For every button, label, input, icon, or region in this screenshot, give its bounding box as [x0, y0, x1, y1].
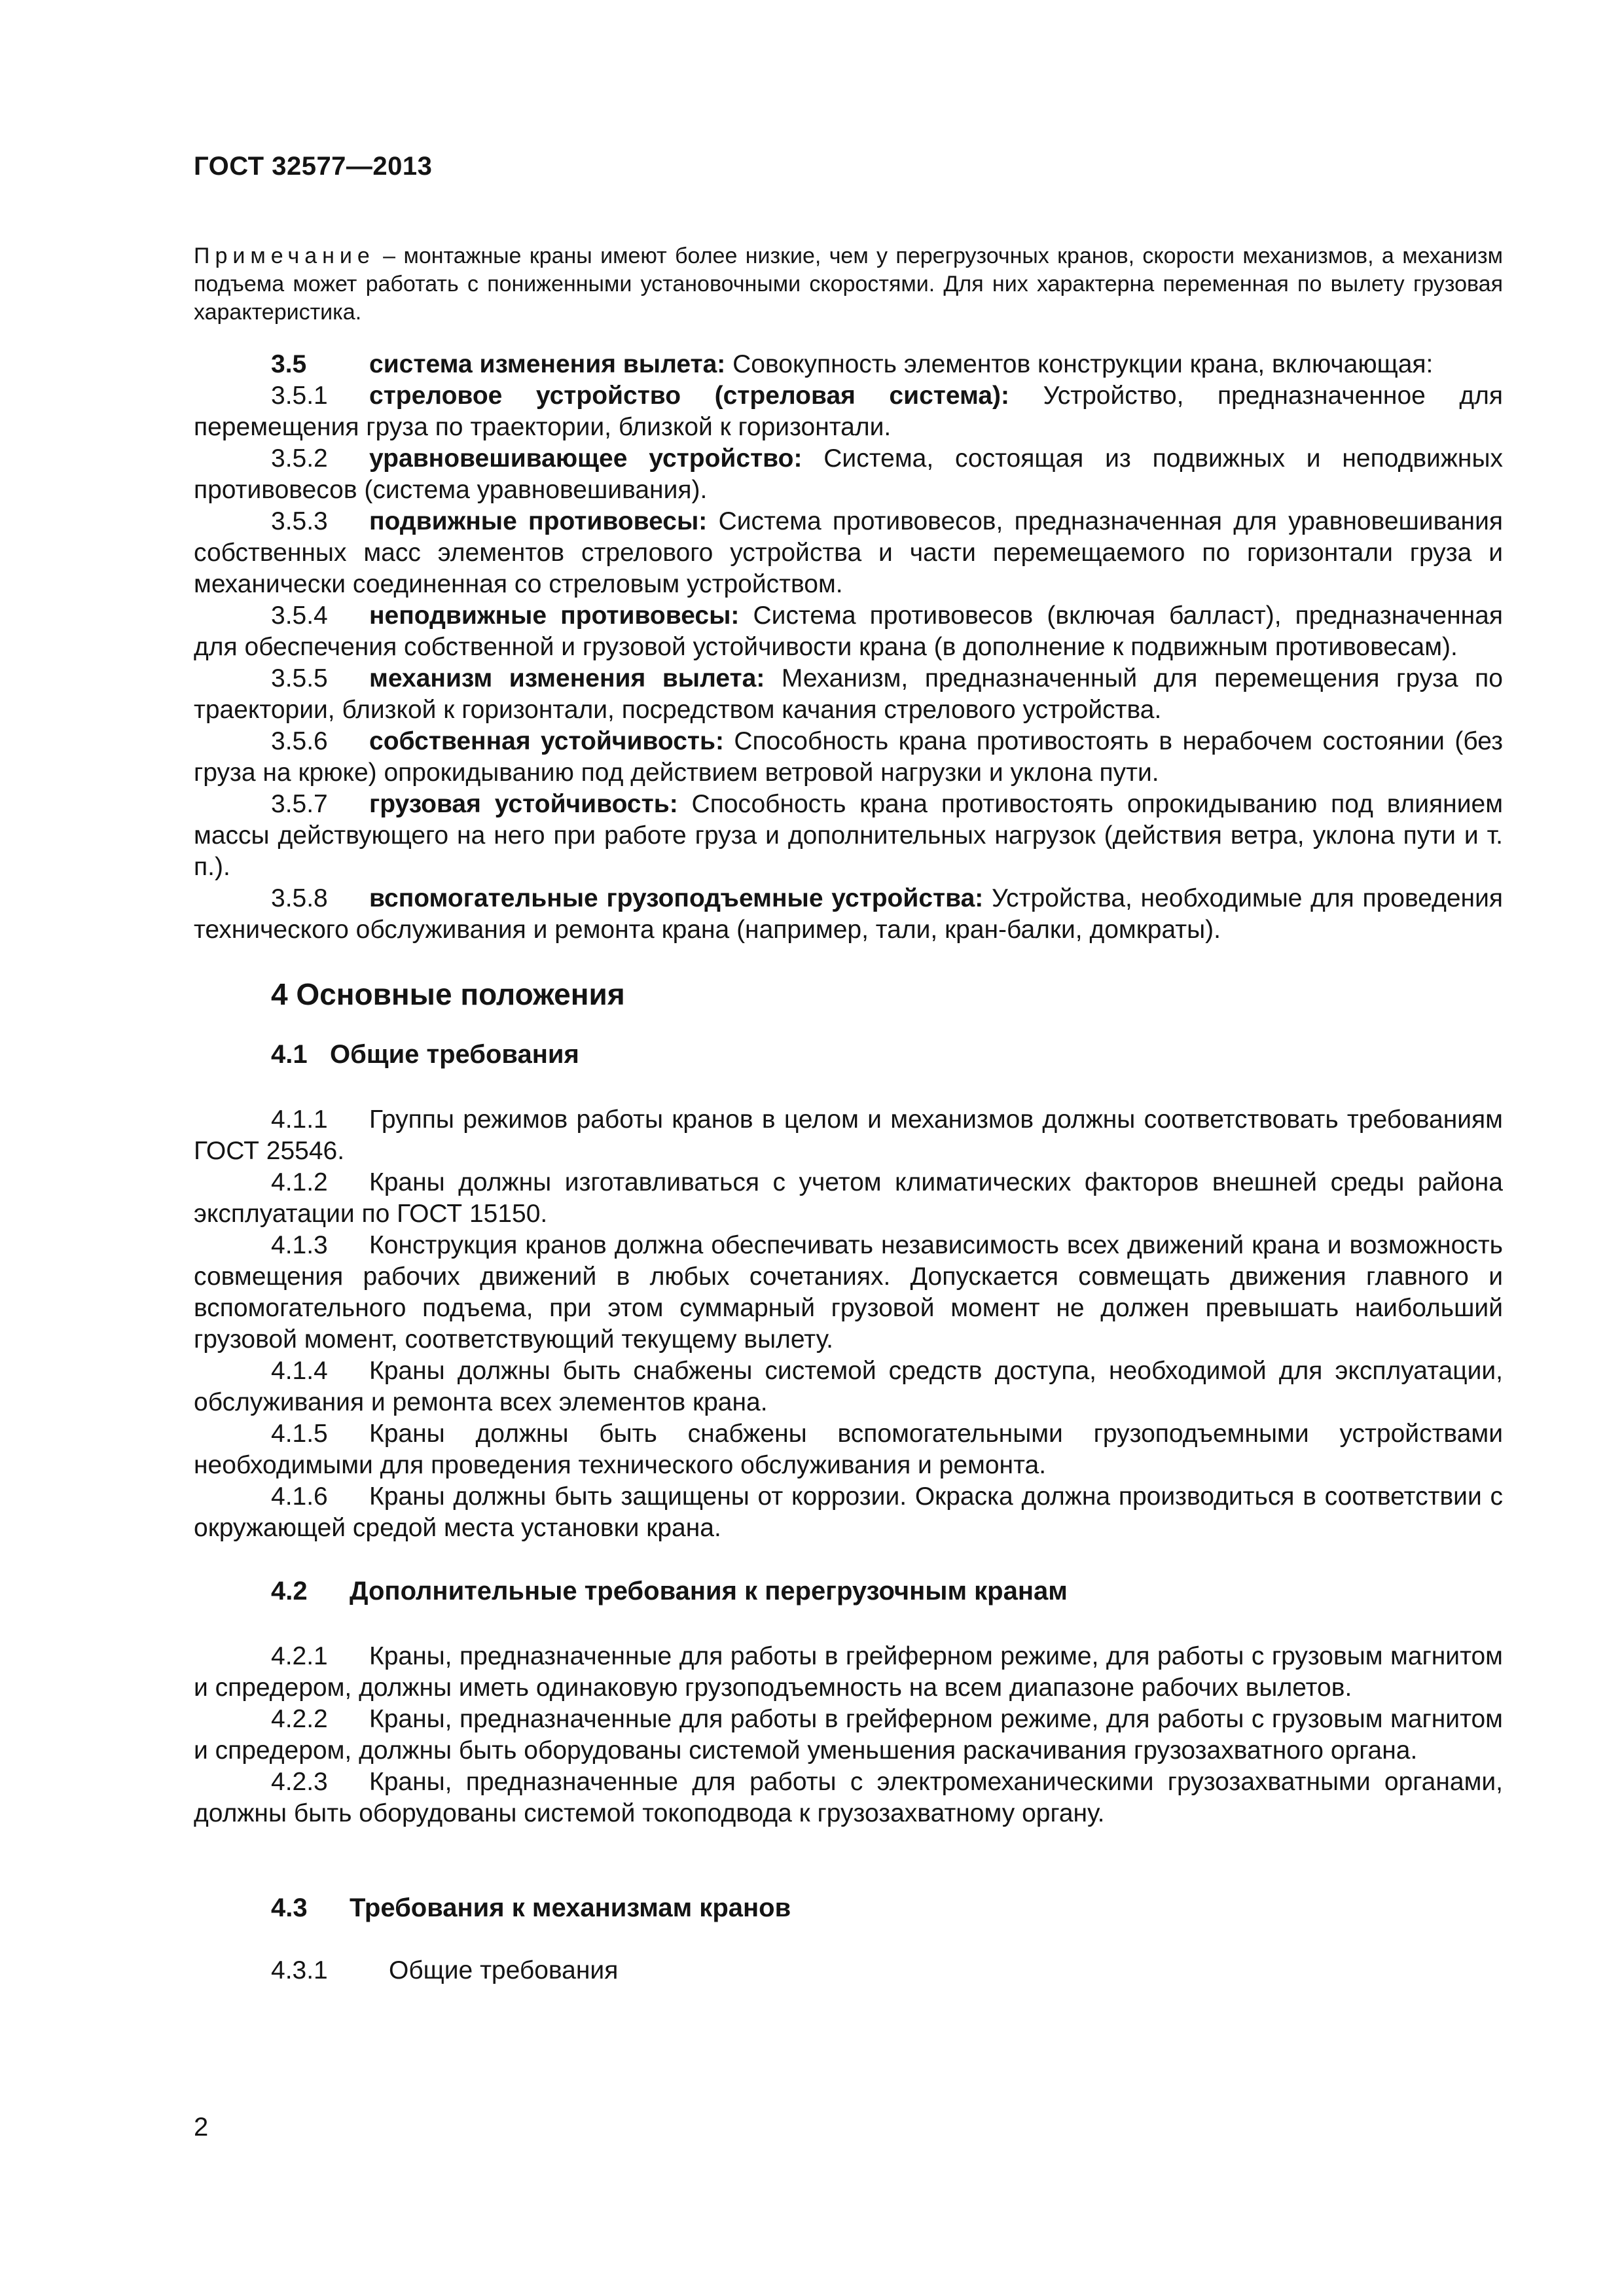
- clause-3-5-1: [194, 380, 1503, 443]
- clause-number: 4.1.2: [271, 1168, 328, 1196]
- section-4-2-heading: [194, 1575, 1503, 1607]
- clause-number: 4.1.5: [271, 1420, 328, 1448]
- clause-4-1-1: [194, 1104, 1503, 1167]
- clause-number: 4.1.3: [271, 1231, 328, 1259]
- section-number: 4.1: [271, 1040, 308, 1069]
- clause-4-1-6: [194, 1481, 1503, 1544]
- note-paragraph: [194, 242, 1503, 327]
- clause-number: 4.1.1: [271, 1105, 328, 1134]
- document-header: ГОСТ 32577—2013: [194, 152, 433, 181]
- clause-number: 3.5.1: [271, 382, 328, 410]
- clause-text: Краны должны быть снабжены вспомогательными грузоподъемными устройствами необходимыми для проведения технического обслуживания и ремонта.: [194, 1420, 1503, 1479]
- clause-4-2-2: [194, 1704, 1503, 1767]
- clause-term: неподвижные противовесы:: [369, 601, 740, 630]
- clause-4-2-3: [194, 1767, 1503, 1829]
- section-4-3-heading: [194, 1892, 1503, 1924]
- clause-4-1-2: [194, 1167, 1503, 1230]
- clause-3-5-5: [194, 663, 1503, 726]
- clause-text: Краны должны изготавливаться с учетом климатических факторов внешней среды района эксплуатации по ГОСТ 15150.: [194, 1168, 1503, 1228]
- clause-number: 3.5: [271, 350, 307, 378]
- document-body: [194, 242, 1503, 1986]
- clause-number: 3.5.7: [271, 790, 328, 818]
- clause-number: 3.5.8: [271, 884, 328, 912]
- clause-3-5-4: [194, 600, 1503, 663]
- clause-4-1-5: [194, 1418, 1503, 1481]
- section-number: 4.2: [271, 1577, 308, 1605]
- clause-number: 4.3.1: [271, 1956, 328, 1984]
- clause-number: 4.1.4: [271, 1357, 328, 1385]
- clause-number: 3.5.4: [271, 601, 328, 630]
- clause-number: 4.2.2: [271, 1705, 328, 1733]
- clause-text: Совокупность элементов конструкции крана, включающая:: [725, 350, 1434, 378]
- clause-text: Краны, предназначенные для работы с электромеханическими грузозахватными органами, должны быть оборудованы системой токоподвода к грузозахватному органу.: [194, 1768, 1503, 1827]
- clause-number: 4.2.3: [271, 1768, 328, 1796]
- clause-4-1-3: [194, 1230, 1503, 1355]
- clause-3-5-7: [194, 789, 1503, 883]
- clause-term: собственная устойчивость:: [369, 727, 724, 755]
- clause-3-5-2: [194, 443, 1503, 506]
- clause-3-5-8: [194, 883, 1503, 946]
- clause-text: Система, состоящая из подвижных и неподвижных противовесов (система уравновешивания).: [194, 444, 1503, 504]
- section-4-1-heading: [194, 1039, 1503, 1070]
- clause-number: 3.5.5: [271, 664, 328, 692]
- clause-text: Способность крана противостоять в нерабочем состоянии (без груза на крюке) опрокидыванию под действием ветровой нагрузки и уклона пути.: [194, 727, 1503, 787]
- clause-term: грузовая устойчивость:: [369, 790, 678, 818]
- clause-text: Общие требования: [389, 1956, 619, 1984]
- clause-text: Способность крана противостоять опрокидыванию под влиянием массы действующего на него при работе груза и дополнительных нагрузок (действия ветра, уклона пути и т. п.).: [194, 790, 1504, 881]
- clause-text: Краны, предназначенные для работы в грейферном режиме, для работы с грузовым магнитом и спредером, должны иметь одинаковую грузоподъемность на всем диапазоне рабочих вылетов.: [194, 1642, 1503, 1702]
- clause-3-5: [194, 349, 1503, 380]
- section-number: 4.3: [271, 1893, 308, 1922]
- clause-term: подвижные противовесы:: [369, 507, 708, 535]
- section-title: Требования к механизмам кранов: [350, 1893, 791, 1922]
- clause-text: Устройства, необходимые для проведения технического обслуживания и ремонта крана (например, тали, кран-балки, домкраты).: [194, 884, 1503, 944]
- section-4-heading: 4 Основные положения: [271, 977, 625, 1011]
- clause-text: Краны, предназначенные для работы в грейферном режиме, для работы с грузовым магнитом и спредером, должны быть оборудованы системой уменьшения раскачивания грузозахватного органа.: [194, 1705, 1503, 1765]
- clause-4-1-4: [194, 1355, 1503, 1418]
- page-number: 2: [194, 2113, 209, 2142]
- clause-number: 3.5.2: [271, 444, 328, 473]
- clause-3-5-6: [194, 726, 1503, 789]
- section-title: Общие требования: [330, 1040, 579, 1069]
- clause-text: Конструкция кранов должна обеспечивать независимость всех движений крана и возможность совмещения рабочих движений в любых сочетаниях. Допускается совмещать движения главного и вспомогательного подъема, при этом суммарный грузовой момент не должен превышать наибольший грузовой момент, соответствующий текущему вылету.: [194, 1231, 1503, 1354]
- clause-number: 3.5.3: [271, 507, 328, 535]
- clause-text: Механизм, предназначенный для перемещения груза по траектории, близкой к горизонтали, посредством качания стрелового устройства.: [194, 664, 1503, 724]
- clause-3-5-3: [194, 506, 1503, 600]
- clause-number: 3.5.6: [271, 727, 328, 755]
- clause-text: Устройство, предназначенное для перемещения груза по траектории, близкой к горизонтали.: [194, 382, 1504, 441]
- clause-term: система изменения вылета:: [369, 350, 726, 378]
- note-text: – монтажные краны имеют более низкие, чем у перегрузочных кранов, скорости механизмов, а механизм подъема может работать с пониженными установочными скоростями. Для них характерна переменная по вылету грузовая характеристика.: [194, 243, 1503, 325]
- clause-4-3-1: [194, 1955, 1503, 1986]
- clause-term: уравновешивающее устройство:: [369, 444, 803, 473]
- clause-text: Краны должны быть защищены от коррозии. Окраска должна производиться в соответствии с окружающей средой места установки крана.: [194, 1482, 1503, 1542]
- clause-number: 4.1.6: [271, 1482, 328, 1511]
- clause-term: вспомогательные грузоподъемные устройства:: [369, 884, 984, 912]
- clause-text: Система противовесов (включая балласт), предназначенная для обеспечения собственной и грузовой устойчивости крана (в дополнение к подвижным противовесам).: [194, 601, 1503, 661]
- clause-text: Группы режимов работы кранов в целом и механизмов должны соответствовать требованиям ГОСТ 25546.: [194, 1105, 1503, 1165]
- clause-term: механизм изменения вылета:: [369, 664, 765, 692]
- clause-text: Система противовесов, предназначенная для уравновешивания собственных масс элементов стрелового устройства и части перемещаемого по горизонтали груза и механически соединенная со стреловым устройством.: [194, 507, 1503, 598]
- clause-number: 4.2.1: [271, 1642, 328, 1670]
- clause-text: Краны должны быть снабжены системой средств доступа, необходимой для эксплуатации, обслуживания и ремонта всех элементов крана.: [194, 1357, 1503, 1416]
- clause-term: стреловое устройство (стреловая система):: [369, 382, 1010, 410]
- clause-4-2-1: [194, 1641, 1503, 1704]
- section-title: Дополнительные требования к перегрузочным кранам: [350, 1577, 1068, 1605]
- note-label: Примечание: [194, 243, 375, 268]
